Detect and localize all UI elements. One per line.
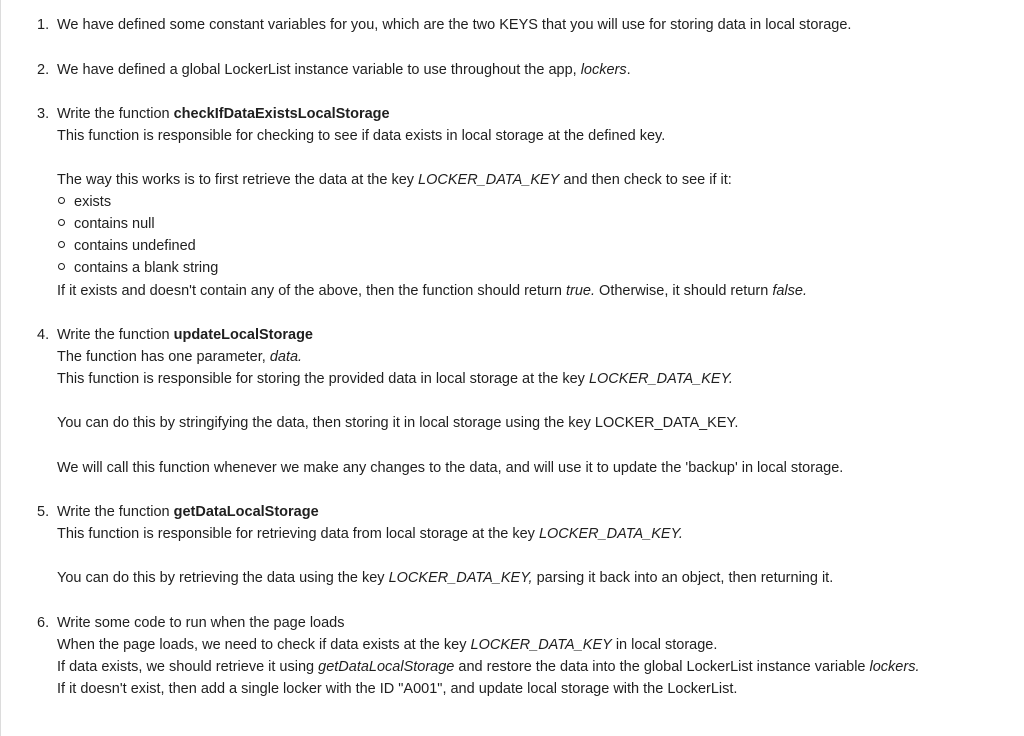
text-part: We have defined a global LockerList instance variable to use throughout the app,: [57, 62, 581, 78]
item-return-text: [57, 280, 807, 302]
bullet-item: [57, 191, 111, 213]
function-name: updateLocalStorage: [173, 327, 313, 343]
value-true: true.: [566, 283, 596, 299]
function-name: checkIfDataExistsLocalStorage: [173, 106, 390, 122]
bullet-icon: [58, 219, 65, 226]
bullet-icon: [58, 263, 65, 270]
text-part: and restore the data into the global LockerList instance variable: [454, 659, 870, 675]
bullet-icon: [58, 197, 65, 204]
item-heading: [57, 501, 319, 523]
text-part: in local storage.: [611, 637, 718, 653]
item-heading: [57, 324, 313, 346]
key-name: LOCKER_DATA_KEY,: [388, 570, 533, 586]
text-part: When the page loads, we need to check if data exists at the key: [57, 637, 471, 653]
bullet-text: contains a blank string: [74, 260, 219, 276]
bullet-text: contains null: [74, 216, 155, 232]
item-number: 1.: [37, 17, 50, 33]
text-part: Write the function: [57, 504, 174, 520]
item-line: [57, 656, 919, 678]
text-part: If data exists, we should retrieve it using: [57, 659, 319, 675]
item-number: 3.: [37, 106, 50, 122]
bullet-icon: [58, 241, 65, 248]
key-name: LOCKER_DATA_KEY.: [588, 371, 733, 387]
item-number: 5.: [37, 504, 50, 520]
item-number: 4.: [37, 327, 50, 343]
bullet-text: exists: [74, 194, 112, 210]
key-name: LOCKER_DATA_KEY: [470, 637, 612, 653]
variable-name: lockers.: [869, 659, 920, 675]
bullet-item: [57, 257, 218, 279]
item-line: If it doesn't exist, then add a single locker with the ID "A001", and update local storage with the LockerList.: [57, 681, 738, 697]
item-description: This function is responsible for checking to see if data exists in local storage at the defined key.: [57, 128, 666, 144]
text-part: The way this works is to first retrieve the data at the key: [57, 172, 419, 188]
item-text: [57, 59, 631, 81]
item-text: We have defined some constant variables for you, which are the two KEYS that you will use for storing data in local storage.: [57, 17, 852, 33]
item-line: [57, 634, 717, 656]
text-part: Write the function: [57, 106, 174, 122]
item-description: [57, 368, 733, 390]
text-part: You can do this by retrieving the data using the key: [57, 570, 389, 586]
text-part: parsing it back into an object, then returning it.: [532, 570, 834, 586]
key-name: LOCKER_DATA_KEY: [418, 172, 560, 188]
text-part: If it exists and doesn't contain any of the above, then the function should return: [57, 283, 566, 299]
key-name: LOCKER_DATA_KEY.: [538, 526, 683, 542]
bullet-item: [57, 213, 155, 235]
text-part: .: [626, 62, 631, 78]
item-paragraph: [57, 567, 833, 589]
parameter-name: data.: [269, 349, 303, 365]
bullet-item: [57, 235, 196, 257]
text-part: Otherwise, it should return: [595, 283, 773, 299]
text-part: This function is responsible for storing the provided data in local storage at the key: [57, 371, 589, 387]
function-name: getDataLocalStorage: [173, 504, 319, 520]
item-parameter: [57, 346, 302, 368]
item-paragraph: We will call this function whenever we make any changes to the data, and will use it to update the 'backup' in local storage.: [57, 460, 844, 476]
item-number: 2.: [37, 62, 50, 78]
item-paragraph: [57, 169, 732, 191]
item-description: [57, 523, 683, 545]
item-heading: Write some code to run when the page loads: [57, 615, 345, 631]
function-name: getDataLocalStorage: [318, 659, 455, 675]
bullet-text: contains undefined: [74, 238, 196, 254]
text-part: and then check to see if it:: [559, 172, 732, 188]
value-false: false.: [772, 283, 807, 299]
text-part: This function is responsible for retrieving data from local storage at the key: [57, 526, 539, 542]
text-part: The function has one parameter,: [57, 349, 270, 365]
item-number: 6.: [37, 615, 50, 631]
variable-name: lockers: [580, 62, 627, 78]
text-part: Write the function: [57, 327, 174, 343]
item-paragraph: You can do this by stringifying the data, then storing it in local storage using the key LOCKER_DATA_KEY.: [57, 415, 739, 431]
item-heading: [57, 103, 390, 125]
